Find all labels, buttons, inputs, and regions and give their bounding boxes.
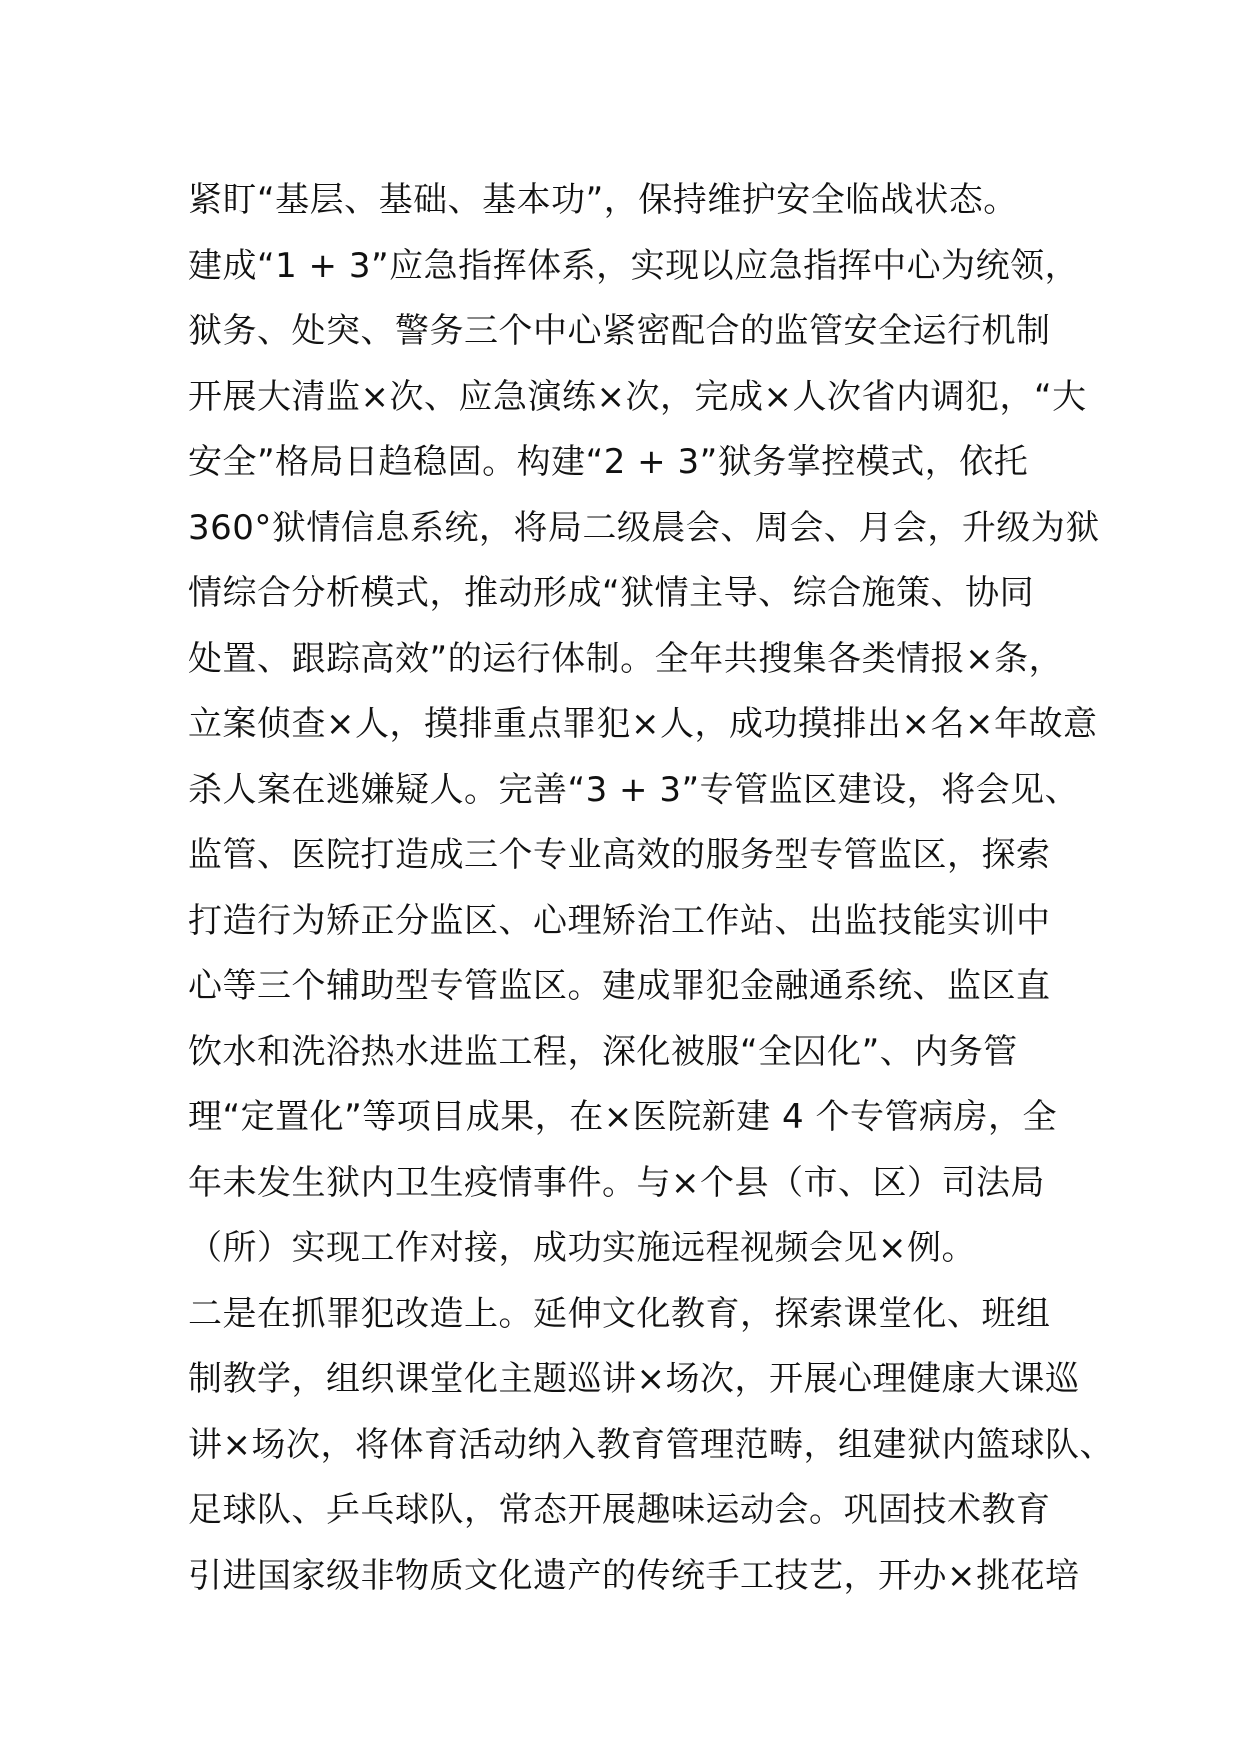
- text-line: 杀人案在逃嫌疑人。完善“3 + 3”专管监区建设，将会见、: [188, 769, 1080, 810]
- text-line: 讲×场次，将体育活动纳入教育管理范畴，组建狱内篮球队、: [188, 1424, 1114, 1465]
- text-line: 引进国家级非物质文化遗产的传统手工技艺，开办×挑花培: [188, 1555, 1080, 1596]
- text-line: 狱务、处突、警务三个中心紧密配合的监管安全运行机制: [188, 311, 1051, 351]
- text-line: 二是在抓罪犯改造上。延伸文化教育，探索课堂化、班组: [188, 1293, 1051, 1334]
- text-line: 开展大清监×次、应急演练×次，完成×人次省内调犯，“大: [188, 376, 1087, 417]
- text-line: 打造行为矫正分监区、心理矫治工作站、出监技能实训中: [188, 900, 1051, 941]
- text-line: 心等三个辅助型专管监区。建成罪犯金融通系统、监区直: [188, 966, 1051, 1006]
- text-line: 360°狱情信息系统，将局二级晨会、周会、月会，升级为狱: [188, 507, 1100, 548]
- text-line: 安全”格局日趋稳固。构建“2 + 3”狱务掌控模式，依托: [188, 442, 1029, 482]
- text-line: 立案侦查×人，摸排重点罪犯×人，成功摸排出×名×年故意: [188, 704, 1098, 744]
- text-line: 紧盯“基层、基础、基本功”，保持维护安全临战状态。: [188, 180, 1018, 220]
- text-line: 年未发生狱内卫生疫情事件。与×个县（市、区）司法局: [188, 1162, 1045, 1203]
- text-line: 饮水和洗浴热水进监工程，深化被服“全囚化”、内务管: [188, 1031, 1018, 1072]
- text-line: 制教学，组织课堂化主题巡讲×场次，开展心理健康大课巡: [188, 1359, 1080, 1399]
- text-line: 理“定置化”等项目成果，在×医院新建 4 个专管病房，全: [188, 1097, 1057, 1137]
- text-line: 情综合分析模式，推动形成“狱情主导、综合施策、协同: [188, 573, 1035, 613]
- body-text: [188, 168, 1114, 1609]
- text-line: 足球队、乒乓球队，常态开展趣味运动会。巩固技术教育: [188, 1490, 1051, 1530]
- text-line: 处置、跟踪高效”的运行体制。全年共搜集各类情报×条，: [188, 638, 1064, 679]
- text-line: 监管、医院打造成三个专业高效的服务型专管监区，探索: [188, 835, 1051, 875]
- text-line: 建成“1 + 3”应急指挥体系，实现以应急指挥中心为统领，: [188, 245, 1080, 286]
- text-line: （所）实现工作对接，成功实施远程视频会见×例。: [188, 1228, 976, 1268]
